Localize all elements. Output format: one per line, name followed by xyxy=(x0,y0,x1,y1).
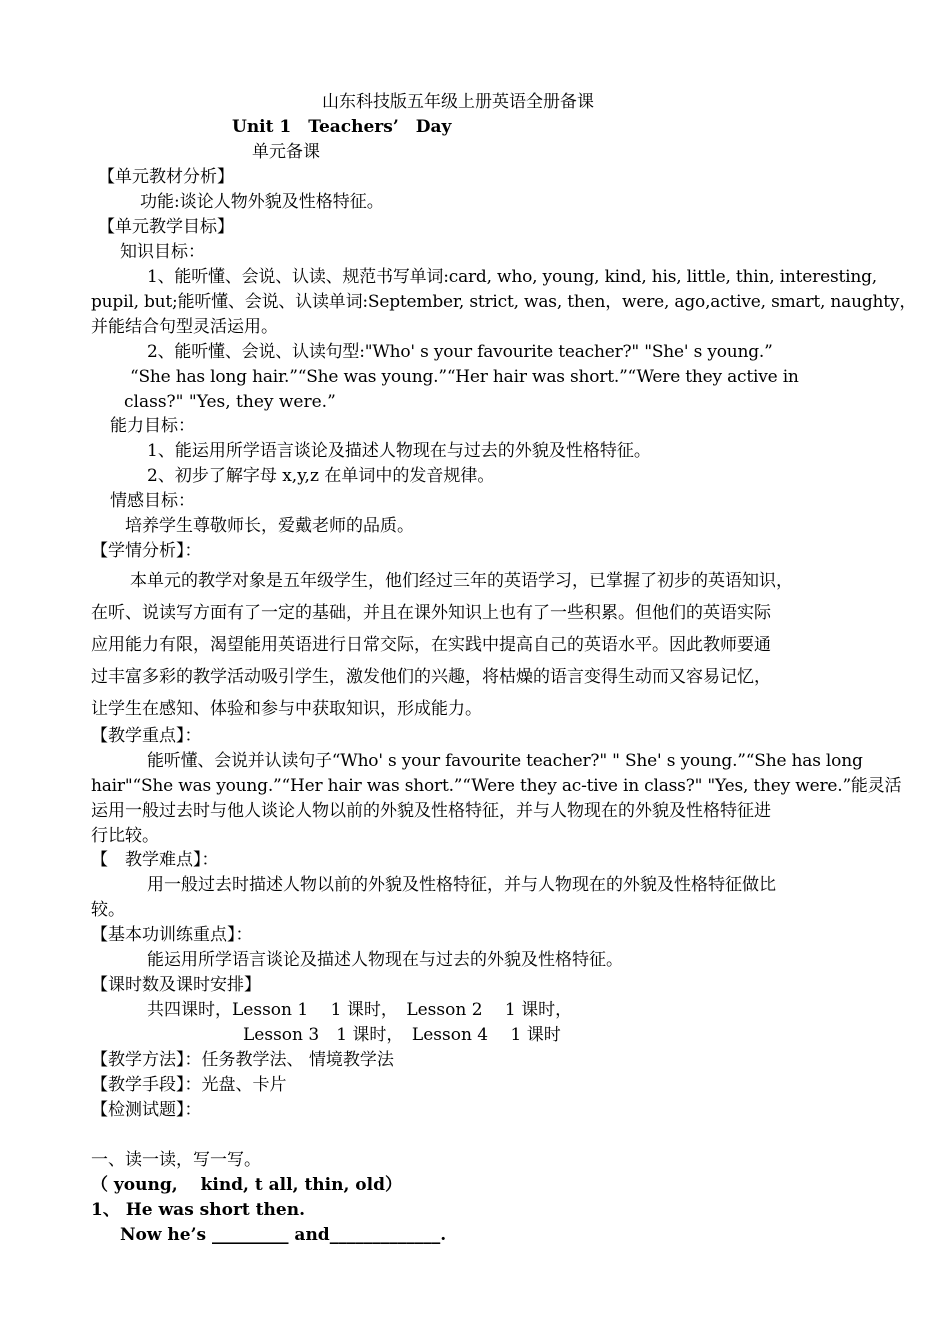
exercise-question-1-blank-line: Now he’s _________ and_____________. xyxy=(120,1225,447,1245)
knowledge-item-1a: 1、能听懂、会说、认读、规范书写单词:card, who, young, kind, his, little, thin, interesting, xyxy=(147,267,877,287)
learner-paragraph-line-3: 应用能力有限，渴望能用英语进行日常交际，在实践中提高自己的英语水平。因此教师要通 xyxy=(91,635,771,655)
basic-skills-line-1: 能运用所学语言谈论及描述人物现在与过去的外貌及性格特征。 xyxy=(147,950,623,970)
emotion-item-1: 培养学生尊敬师长，爱戴老师的品质。 xyxy=(125,516,414,536)
goals-heading: 【单元教学目标】 xyxy=(98,217,234,237)
knowledge-item-1c: 并能结合句型灵活运用。 xyxy=(91,317,278,337)
difficulty-heading: 【 教学难点】： xyxy=(91,850,219,870)
key-points-line-1: 能听懂、会说并认读句子“Who' s your favourite teacher?" " She' s young.”“She has long xyxy=(147,751,863,771)
function-line: 功能:谈论人物外貌及性格特征。 xyxy=(140,192,384,212)
learner-paragraph-line-5: 让学生在感知、体验和参与中获取知识，形成能力。 xyxy=(91,699,482,719)
key-points-heading: 【教学重点】： xyxy=(91,726,202,746)
learner-paragraph-line-1: 本单元的教学对象是五年级学生，他们经过三年的英语学习，已掌握了初步的英语知识， xyxy=(130,571,793,591)
ability-heading: 能力目标： xyxy=(110,416,195,436)
basic-skills-heading: 【基本功训练重点】： xyxy=(91,925,253,945)
exercise-word-bank: （ young, kind, t all, thin, old） xyxy=(91,1175,402,1195)
test-heading: 【检测试题】： xyxy=(91,1100,202,1120)
key-points-line-4: 行比较。 xyxy=(91,826,159,846)
teaching-means: 【教学手段】：光盘、卡片 xyxy=(91,1075,287,1095)
knowledge-item-2a: 2、能听懂、会说、认读句型:"Who' s your favourite teacher?" "She' s young.” xyxy=(147,342,773,362)
knowledge-item-2c: class?" "Yes, they were.” xyxy=(124,392,336,412)
unit-title: Unit 1 Teachers’ Day xyxy=(232,117,452,137)
emotion-heading: 情感目标： xyxy=(110,491,195,511)
knowledge-item-1b: pupil, but;能听懂、会说、认读单词:September, strict, was, then，were, ago,active, smart, naughty， xyxy=(91,292,917,312)
knowledge-heading: 知识目标： xyxy=(120,242,205,262)
lesson-hours-line-2: Lesson 3 1 课时， Lesson 4 1 课时 xyxy=(243,1025,561,1045)
ability-item-1: 1、能运用所学语言谈论及描述人物现在与过去的外貌及性格特征。 xyxy=(147,441,651,461)
teaching-method: 【教学方法】：任务教学法、 情境教学法 xyxy=(91,1050,394,1070)
lesson-hours-line-1: 共四课时，Lesson 1 1 课时， Lesson 2 1 课时， xyxy=(147,1000,573,1020)
learner-paragraph-line-2: 在听、说读写方面有了一定的基础，并且在课外知识上也有了一些积累。但他们的英语实际 xyxy=(91,603,771,623)
document-title: 山东科技版五年级上册英语全册备课 xyxy=(322,92,594,112)
learner-paragraph-line-4: 过丰富多彩的教学活动吸引学生，激发他们的兴趣，将枯燥的语言变得生动而又容易记忆， xyxy=(91,667,771,687)
exercise-heading: 一、读一读，写一写。 xyxy=(91,1150,261,1170)
key-points-line-2: hair"“She was young.”“Her hair was short.”“Were they ac-tive in class?" "Yes, they were.”能灵活 xyxy=(91,776,902,796)
lesson-hours-heading: 【课时数及课时安排】 xyxy=(91,975,261,995)
subtitle: 单元备课 xyxy=(252,142,320,162)
key-points-line-3: 运用一般过去时与他人谈论人物以前的外貌及性格特征，并与人物现在的外貌及性格特征进 xyxy=(91,801,771,821)
difficulty-line-2: 较。 xyxy=(91,900,125,920)
learner-heading: 【学情分析】： xyxy=(91,541,202,561)
difficulty-line-1: 用一般过去时描述人物以前的外貌及性格特征，并与人物现在的外貌及性格特征做比 xyxy=(147,875,776,895)
ability-item-2: 2、初步了解字母 x,y,z 在单词中的发音规律。 xyxy=(147,466,495,486)
analysis-heading: 【单元教材分析】 xyxy=(98,167,234,187)
knowledge-item-2b: “She has long hair.”“She was young.”“Her hair was short.”“Were they active in xyxy=(130,367,799,387)
exercise-question-1: 1、 He was short then. xyxy=(91,1200,305,1220)
